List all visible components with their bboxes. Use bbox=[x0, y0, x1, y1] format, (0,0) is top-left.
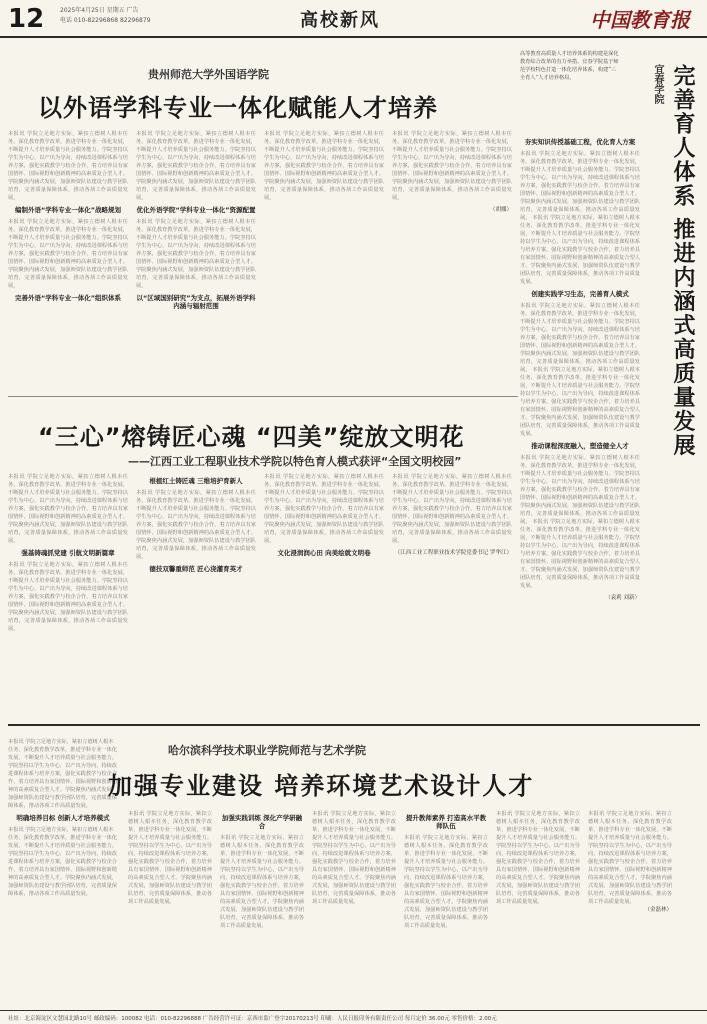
body-text: 本报讯 学院立足地方实际，紧扣立德树人根本任务，深化教育教学改革，推进学科专业一体化发展，不断提升人才培养质量与社会服务能力。学院坚持以学生为中心，以产出为导向，持续改进课程体系与培养方案，强化实践教学与校企合作，着力培养具有家国情怀、国际视野和创新精神的高素质复合型人才。学院聚焦内涵式发展，加强师资队伍建设与教学团队培育，完善质量保障体系，推动各项工作高质量发展。 bbox=[520, 367, 640, 437]
page-header bbox=[0, 0, 707, 38]
article4-col bbox=[496, 810, 580, 1006]
article-harbin bbox=[8, 724, 700, 1006]
article4-byline: （金磊林） bbox=[644, 907, 672, 913]
article3-subtitle: ——江西工业工程职业技术学院以特色育人模式获评“全国文明校园” bbox=[128, 455, 462, 468]
article3-body bbox=[8, 473, 518, 709]
article3-col bbox=[8, 473, 128, 709]
body-text: 本报讯 学院立足地方实际，紧扣立德树人根本任务，深化教育教学改革，推进学科专业一体化发展，不断提升人才培养质量与社会服务能力。学院坚持以学生为中心，以产出为导向，持续改进课程体系与培养方案，强化实践教学与校企合作，着力培养具有家国情怀、国际视野和创新精神的高素质复合型人才。学院聚焦内涵式发展，加强师资队伍建设与教学团队培育，完善质量保障体系，推动各项工作高质量发展。 bbox=[520, 519, 640, 589]
article1-subhead: 编制外语“学科专业一体化”战略规划 bbox=[14, 206, 122, 214]
article4-col bbox=[312, 810, 396, 1006]
article3-col bbox=[392, 473, 512, 709]
article1-col bbox=[392, 130, 512, 380]
body-text: 本报讯 学院立足地方实际，紧扣立德树人根本任务，深化教育教学改革，推进学科专业一体化发展，不断提升人才培养质量与社会服务能力。学院坚持以学生为中心，以产出为导向，持续改进课程体系与培养方案，强化实践教学与校企合作，着力培养具有家国情怀、国际视野和创新精神的高素质复合型人才。学院聚焦内涵式发展，加强师资队伍建设与教学团队培育，完善质量保障体系，推动各项工作高质量发展。 bbox=[136, 131, 256, 201]
article4-col bbox=[588, 810, 672, 1006]
article1-byline: （胡娜） bbox=[489, 207, 512, 213]
body-text: 本报讯 学院立足地方实际，紧扣立德树人根本任务，深化教育教学改革，推进学科专业一体化发展，不断提升人才培养质量与社会服务能力。学院坚持以学生为中心，以产出为导向，持续改进课程体系与培养方案，强化实践教学与校企合作，着力培养具有家国情怀、国际视野和创新精神的高素质复合型人才。学院聚焦内涵式发展，加强师资队伍建设与教学团队培育，完善质量保障体系，推动各项工作高质量发展。 bbox=[264, 131, 384, 201]
article4-subhead: 加强实践训练 深化产学研融合 bbox=[221, 814, 303, 830]
article1-subhead: 完善外语“学科专业一体化”组织体系 bbox=[14, 294, 122, 302]
body-text: 本报讯 学院立足地方实际，紧扣立德树人根本任务，深化教育教学改革，推进学科专业一体化发展，不断提升人才培养质量与社会服务能力。学院坚持以学生为中心，以产出为导向，持续改进课程体系与培养方案，强化实践教学与校企合作，着力培养具有家国情怀、国际视野和创新精神的高素质复合型人才。学院聚焦内涵式发展，加强师资队伍建设与教学团队培育，完善质量保障体系，推动各项工作高质量发展。 bbox=[8, 474, 128, 544]
header-phone: 电话 010-82296868 82296879 bbox=[60, 17, 151, 24]
article1-col bbox=[8, 130, 128, 380]
article2-col bbox=[520, 134, 640, 602]
body-text: 本报讯 学院立足地方实际，紧扣立德树人根本任务，深化教育教学改革，推进学科专业一体化发展，不断提升人才培养质量与社会服务能力。学院坚持以学生为中心，以产出为导向，持续改进课程体系与培养方案，强化实践教学与校企合作，着力培养具有家国情怀、国际视野和创新精神的高素质复合型人才。学院聚焦内涵式发展，加强师资队伍建设与教学团队培育，完善质量保障体系，推动各项工作高质量发展。 bbox=[8, 131, 128, 201]
article-jiangxi bbox=[8, 396, 518, 712]
section-name: 高校新风 bbox=[300, 10, 380, 31]
article2-subhead: 夯实知识传授基础工程，优化育人方案 bbox=[524, 138, 636, 146]
article3-subhead: 根植红土铸匠魂 三维培护育新人 bbox=[149, 477, 243, 485]
article3-subhead: 文化浸润润心田 向美绘就文明卷 bbox=[277, 549, 371, 557]
newspaper-logo: 中国教育报 bbox=[590, 8, 690, 32]
article4-col bbox=[220, 810, 304, 1006]
body-text: 本报讯 学院立足地方实际，紧扣立德树人根本任务，深化教育教学改革，推进学科专业一体化发展，不断提升人才培养质量与社会服务能力。学院坚持以学生为中心，以产出为导向，持续改进课程体系与培养方案，强化实践教学与校企合作，着力培养具有家国情怀、国际视野和创新精神的高素质复合型人才。学院聚焦内涵式发展，加强师资队伍建设与教学团队培育，完善质量保障体系，推动各项工作高质量发展。 bbox=[392, 474, 512, 544]
body-text: 本报讯 学院立足地方实际，紧扣立德树人根本任务，深化教育教学改革，推进学科专业一体化发展，不断提升人才培养质量与社会服务能力。学院坚持以学生为中心，以产出为导向，持续改进课程体系与培养方案，强化实践教学与校企合作，着力培养具有家国情怀、国际视野和创新精神的高素质复合型人才。学院聚焦内涵式发展，加强师资队伍建设与教学团队培育，完善质量保障体系，推动各项工作高质量发展。 bbox=[8, 562, 128, 632]
page-footer: 社址：北京海淀区文慧园北路10号 邮政编码：100082 电话：010-82296888 广告经营许可证：京西市监广登字20170213号 印刷：人民日报印务有限责任公司 每月定价 36.00元 零售价格：2.00元 bbox=[0, 1010, 707, 1024]
article2-intro: 高等教育高质量人才培养体系的构建是深化教育综合改革的有力举措。宜春学院基于师范学校特色打造一体化培养体系，构建“三全育人”人才培养格局。 bbox=[520, 51, 619, 81]
article3-subhead: 德技双馨重师范 匠心浇灌育英才 bbox=[149, 565, 243, 573]
body-text: 本报讯 学院立足地方实际，紧扣立德树人根本任务，深化教育教学改革，推进学科专业一体化发展，不断提升人才培养质量与社会服务能力。学院坚持以学生为中心，以产出为导向，持续改进课程体系与培养方案，强化实践教学与校企合作，着力培养具有家国情怀、国际视野和创新精神的高素质复合型人才。学院聚焦内涵式发展，加强师资队伍建设与教学团队培育，完善质量保障体系，推动各项工作高质量发展。 bbox=[8, 827, 117, 897]
body-text: 本报讯 学院立足地方实际，紧扣立德树人根本任务，深化教育教学改革，推进学科专业一体化发展，不断提升人才培养质量与社会服务能力。学院坚持以学生为中心，以产出为导向，持续改进课程体系与培养方案，强化实践教学与校企合作，着力培养具有家国情怀、国际视野和创新精神的高素质复合型人才。学院聚焦内涵式发展，加强师资队伍建设与教学团队培育，完善质量保障体系，推动各项工作高质量发展。 bbox=[264, 474, 384, 544]
article3-byline: （江西工业工程职业技术学院党委书记 罗华江） bbox=[394, 550, 512, 556]
article1-col bbox=[264, 130, 384, 380]
article1-subhead: 优化外语学院“学科专业一体化”资源配置 bbox=[136, 206, 256, 214]
article3-subhead: 强基铸魂抓党建 引航文明新篇章 bbox=[21, 549, 115, 557]
body-text: 本报讯 学院立足地方实际，紧扣立德树人根本任务，深化教育教学改革，推进学科专业一体化发展，不断提升人才培养质量与社会服务能力。学院坚持以学生为中心，以产出为导向，持续改进课程体系与培养方案，强化实践教学与校企合作，着力培养具有家国情怀、国际视野和创新精神的高素质复合型人才。学院聚焦内涵式发展，加强师资队伍建设与教学团队培育，完善质量保障体系，推动各项工作高质量发展。 bbox=[520, 455, 640, 525]
article1-kicker: 贵州师范大学外国语学院 bbox=[148, 68, 269, 81]
page-number: 12 bbox=[8, 4, 45, 34]
header-date: 2025年4月25日 星期五 广告 bbox=[60, 7, 139, 14]
article4-body bbox=[128, 810, 700, 1006]
body-text: 本报讯 学院立足地方实际，紧扣立德树人根本任务，深化教育教学改革，推进学科专业一体化发展，不断提升人才培养质量与社会服务能力。学院坚持以学生为中心，以产出为导向，持续改进课程体系与培养方案，强化实践教学与校企合作，着力培养具有家国情怀、国际视野和创新精神的高素质复合型人才。学院聚焦内涵式发展，加强师资队伍建设与教学团队培育，完善质量保障体系，推动各项工作高质量发展。 bbox=[392, 131, 512, 201]
article2-subhead: 推动课程深度融入，塑造健全人才 bbox=[531, 442, 629, 450]
body-text: 本报讯 学院立足地方实际，紧扣立德树人根本任务，深化教育教学改革，推进学科专业一体化发展，不断提升人才培养质量与社会服务能力。学院坚持以学生为中心，以产出为导向，持续改进课程体系与培养方案，强化实践教学与校企合作，着力培养具有家国情怀、国际视野和创新精神的高素质复合型人才。学院聚焦内涵式发展，加强师资队伍建设与教学团队培育，完善质量保障体系，推动各项工作高质量发展。 bbox=[520, 215, 640, 285]
article1-col bbox=[136, 130, 256, 380]
article2-body bbox=[520, 134, 640, 774]
article3-col bbox=[136, 473, 256, 709]
article4-col bbox=[404, 810, 488, 1006]
body-text: 本报讯 学院立足地方实际，紧扣立德树人根本任务，深化教育教学改革，推进学科专业一体化发展，不断提升人才培养质量与社会服务能力。学院坚持以学生为中心，以产出为导向，持续改进课程体系与培养方案，强化实践教学与校企合作，着力培养具有家国情怀、国际视野和创新精神的高素质复合型人才。学院聚焦内涵式发展，加强师资队伍建设与教学团队培育，完善质量保障体系，推动各项工作高质量发展。 bbox=[8, 219, 128, 289]
article2-byline: （袁莉 刘新） bbox=[605, 595, 640, 601]
article4-lead-col bbox=[8, 738, 118, 1008]
body-text: 本报讯 学院立足地方实际，紧扣立德树人根本任务，深化教育教学改革，推进学科专业一体化发展，不断提升人才培养质量与社会服务能力。学院坚持以学生为中心，以产出为导向，持续改进课程体系与培养方案，强化实践教学与校企合作，着力培养具有家国情怀、国际视野和创新精神的高素质复合型人才。学院聚焦内涵式发展，加强师资队伍建设与教学团队培育，完善质量保障体系，推动各项工作高质量发展。 bbox=[312, 811, 396, 905]
article4-title: 加强专业建设 培养环境艺术设计人才 bbox=[108, 772, 535, 800]
body-text: 本报讯 学院立足地方实际，紧扣立德树人根本任务，深化教育教学改革，推进学科专业一体化发展，不断提升人才培养质量与社会服务能力。学院坚持以学生为中心，以产出为导向，持续改进课程体系与培养方案，强化实践教学与校企合作，着力培养具有家国情怀、国际视野和创新精神的高素质复合型人才。学院聚焦内涵式发展，加强师资队伍建设与教学团队培育，完善质量保障体系，推动各项工作高质量发展。 bbox=[588, 811, 672, 905]
body-text: 本报讯 学院立足地方实际，紧扣立德树人根本任务，深化教育教学改革，推进学科专业一体化发展，不断提升人才培养质量与社会服务能力。学院坚持以学生为中心，以产出为导向，持续改进课程体系与培养方案，强化实践教学与校企合作，着力培养具有家国情怀、国际视野和创新精神的高素质复合型人才。学院聚焦内涵式发展，加强师资队伍建设与教学团队培育，完善质量保障体系，推动各项工作高质量发展。 bbox=[220, 835, 304, 929]
article2-title: 完善育人体系 推进内涵式高质量发展 bbox=[670, 64, 695, 458]
article4-col bbox=[128, 810, 212, 1006]
article2-kicker: 宜春学院 bbox=[652, 64, 663, 104]
body-text: 本报讯 学院立足地方实际，紧扣立德树人根本任务，深化教育教学改革，推进学科专业一体化发展，不断提升人才培养质量与社会服务能力。学院坚持以学生为中心，以产出为导向，持续改进课程体系与培养方案，强化实践教学与校企合作，着力培养具有家国情怀、国际视野和创新精神的高素质复合型人才。学院聚焦内涵式发展，加强师资队伍建设与教学团队培育，完善质量保障体系，推动各项工作高质量发展。 bbox=[520, 151, 640, 221]
body-text: 本报讯 学院立足地方实际，紧扣立德树人根本任务，深化教育教学改革，推进学科专业一体化发展，不断提升人才培养质量与社会服务能力。学院坚持以学生为中心，以产出为导向，持续改进课程体系与培养方案，强化实践教学与校企合作，着力培养具有家国情怀、国际视野和创新精神的高素质复合型人才。学院聚焦内涵式发展，加强师资队伍建设与教学团队培育，完善质量保障体系，推动各项工作高质量发展。 bbox=[136, 490, 256, 560]
article3-title: “三心”熔铸匠心魂 “四美”绽放文明花 bbox=[38, 423, 465, 451]
article-foreign-languages bbox=[8, 50, 518, 380]
article4-kicker: 哈尔滨科学技术职业学院师范与艺术学院 bbox=[168, 744, 366, 757]
article4-subhead: 明确培养目标 创新人才培养模式 bbox=[16, 814, 110, 822]
body-text: 本报讯 学院立足地方实际，紧扣立德树人根本任务，深化教育教学改革，推进学科专业一体化发展，不断提升人才培养质量与社会服务能力。学院坚持以学生为中心，以产出为导向，持续改进课程体系与培养方案，强化实践教学与校企合作，着力培养具有家国情怀、国际视野和创新精神的高素质复合型人才。学院聚焦内涵式发展，加强师资队伍建设与教学团队培育，完善质量保障体系，推动各项工作高质量发展。 bbox=[136, 219, 256, 289]
article1-body bbox=[8, 130, 518, 380]
article1-title: 以外语学科专业一体化赋能人才培养 bbox=[38, 94, 438, 122]
article2-subhead: 创建实践学习生态，完善育人模式 bbox=[531, 290, 629, 298]
body-text: 本报讯 学院立足地方实际，紧扣立德树人根本任务，深化教育教学改革，推进学科专业一体化发展，不断提升人才培养质量与社会服务能力。学院坚持以学生为中心，以产出为导向，持续改进课程体系与培养方案，强化实践教学与校企合作，着力培养具有家国情怀、国际视野和创新精神的高素质复合型人才。学院聚焦内涵式发展，加强师资队伍建设与教学团队培育，完善质量保障体系，推动各项工作高质量发展。 bbox=[404, 835, 488, 929]
body-text: 本报讯 学院立足地方实际，紧扣立德树人根本任务，深化教育教学改革，推进学科专业一体化发展，不断提升人才培养质量与社会服务能力。学院坚持以学生为中心，以产出为导向，持续改进课程体系与培养方案，强化实践教学与校企合作，着力培养具有家国情怀、国际视野和创新精神的高素质复合型人才。学院聚焦内涵式发展，加强师资队伍建设与教学团队培育，完善质量保障体系，推动各项工作高质量发展。 bbox=[520, 303, 640, 373]
body-text: 本报讯 学院立足地方实际，紧扣立德树人根本任务，深化教育教学改革，推进学科专业一体化发展，不断提升人才培养质量与社会服务能力。学院坚持以学生为中心，以产出为导向，持续改进课程体系与培养方案，强化实践教学与校企合作，着力培养具有家国情怀、国际视野和创新精神的高素质复合型人才。学院聚焦内涵式发展，加强师资队伍建设与教学团队培育，完善质量保障体系，推动各项工作高质量发展。 bbox=[8, 739, 117, 809]
article4-subhead: 提升教师素养 打造高水平教师队伍 bbox=[405, 814, 487, 830]
article1-subhead: 以“区域国别研究”为支点，拓展外语学科内涵与辐射范围 bbox=[136, 294, 256, 310]
body-text: 本报讯 学院立足地方实际，紧扣立德树人根本任务，深化教育教学改革，推进学科专业一体化发展，不断提升人才培养质量与社会服务能力。学院坚持以学生为中心，以产出为导向，持续改进课程体系与培养方案，强化实践教学与校企合作，着力培养具有家国情怀、国际视野和创新精神的高素质复合型人才。学院聚焦内涵式发展，加强师资队伍建设与教学团队培育，完善质量保障体系，推动各项工作高质量发展。 bbox=[128, 811, 212, 905]
article3-col bbox=[264, 473, 384, 709]
article-yichun bbox=[520, 44, 702, 784]
body-text: 本报讯 学院立足地方实际，紧扣立德树人根本任务，深化教育教学改革，推进学科专业一体化发展，不断提升人才培养质量与社会服务能力。学院坚持以学生为中心，以产出为导向，持续改进课程体系与培养方案，强化实践教学与校企合作，着力培养具有家国情怀、国际视野和创新精神的高素质复合型人才。学院聚焦内涵式发展，加强师资队伍建设与教学团队培育，完善质量保障体系，推动各项工作高质量发展。 bbox=[496, 811, 580, 905]
header-meta bbox=[60, 6, 151, 26]
